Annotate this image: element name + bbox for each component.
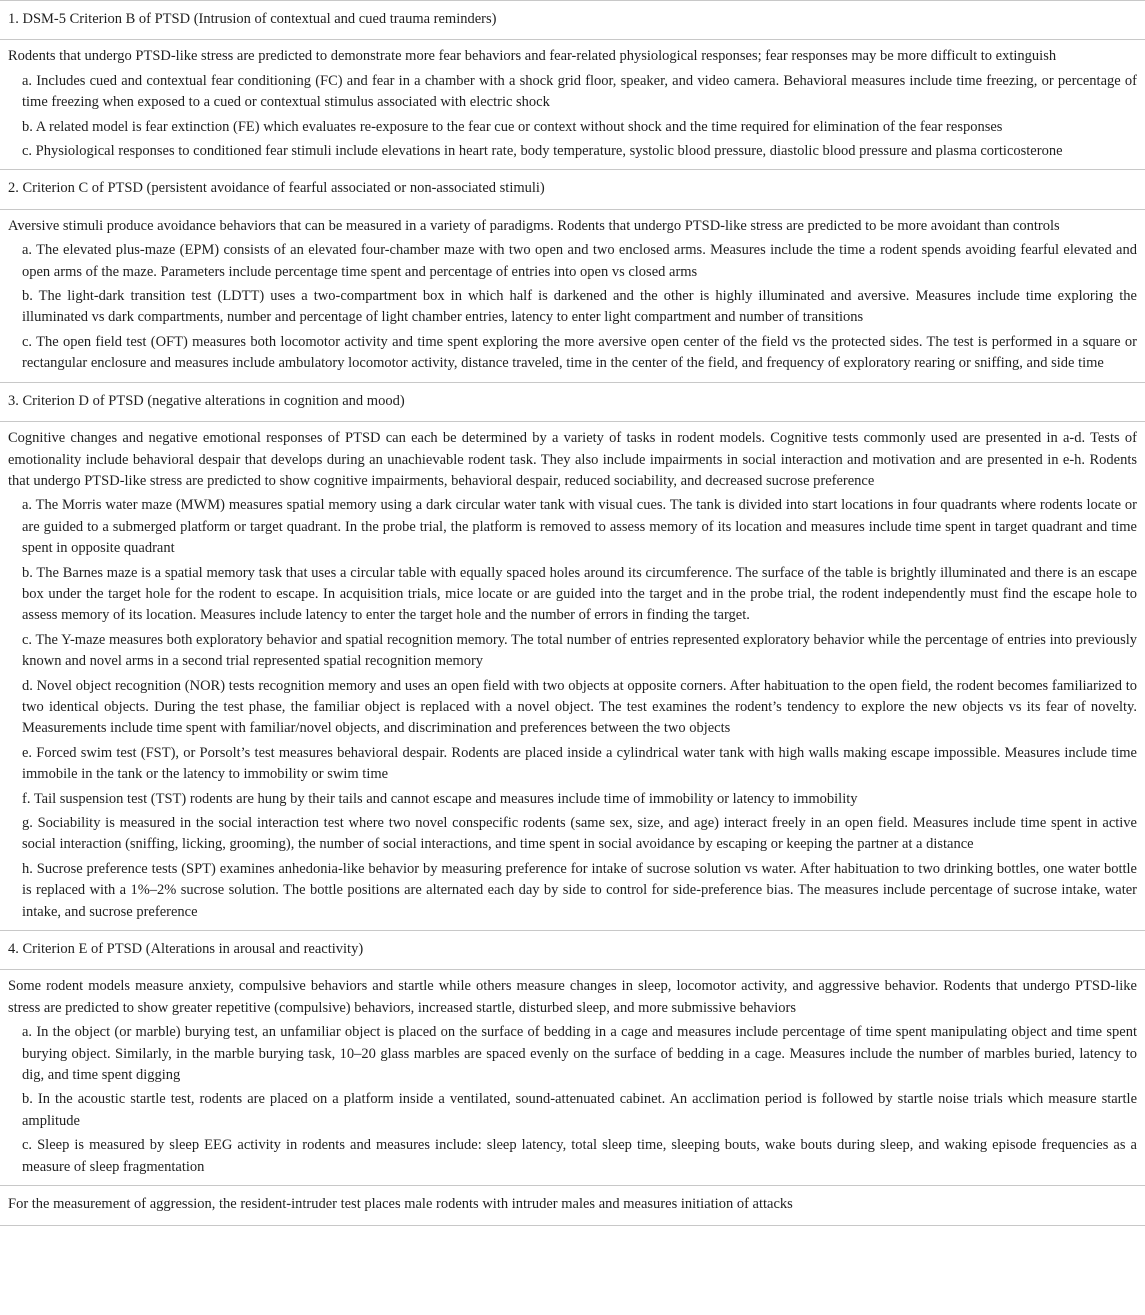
section-1-item-b: b. A related model is fear extinction (FE) which evaluates re-exposure to the fear cue or context without shock and the time required for elimination of the fear responses bbox=[22, 118, 1003, 135]
section-2-item-b: b. The light-dark transition test (LDTT) uses a two-compartment box in which half is darkened and the other is highly illuminated and aversive. Measures include time exploring the illuminated vs dark compartments, number and percentage of light chamber entries, latency to enter light compartment and number of transitions bbox=[22, 288, 1137, 326]
section-1-body-row bbox=[0, 40, 1145, 170]
section-3-intro: Cognitive changes and negative emotional responses of PTSD can each be determined by a variety of tasks in rodent models. Cognitive tests commonly used are presented in a-d. Tests of emotionality include behavioral despair that develops during an unachievable rodent task. They also include impairments in social interaction and motivation and are presented in e-h. Rodents that undergo PTSD-like stress are predicted to show cognitive impairments, behavioral despair, reduced sociability, and decreased sucrose preference bbox=[8, 430, 1137, 489]
section-3-item-a: a. The Morris water maze (MWM) measures spatial memory using a dark circular water tank with visual cues. The tank is divided into start locations in four quadrants where rodents locate or are guided to a submerged platform or target quadrant. In the probe trial, the platform is removed to assess memory of its location and measures include time spent in target quadrant and time spent in opposite quadrant bbox=[22, 497, 1137, 557]
section-2-heading: 2. Criterion C of PTSD (persistent avoidance of fearful associated or non-associated stimuli) bbox=[8, 180, 545, 197]
section-3-heading: 3. Criterion D of PTSD (negative alterations in cognition and mood) bbox=[8, 392, 405, 409]
section-3-body-row bbox=[0, 422, 1145, 931]
section-4-heading-row bbox=[0, 931, 1145, 970]
section-3-item-c: c. The Y-maze measures both exploratory behavior and spatial recognition memory. The total number of entries represented exploratory behavior while the percentage of entries into previously known and novel arms in a second trial represented spatial recognition memory bbox=[22, 631, 1137, 670]
section-3-item-d: d. Novel object recognition (NOR) tests recognition memory and uses an open field with two objects at opposite corners. After habituation to the open field, the rodent becomes familiarized to two identical objects. During the test phase, the familiar object is replaced with a novel object. The test examines the rodent’s tendency to explore the new objects vs its fear of novelty. Measurements include time spent with familiar/novel objects, and discrimination and preferences between the two objects bbox=[22, 677, 1137, 737]
section-2-item-a: a. The elevated plus-maze (EPM) consists of an elevated four-chamber maze with two open and two enclosed arms. Measures include the time a rodent spends avoiding fearful elevated and open arms of the maze. Parameters include percentage time spent and percentage of entries into open vs closed arms bbox=[22, 242, 1137, 280]
section-4-body-row bbox=[0, 970, 1145, 1186]
section-3-item-g: g. Sociability is measured in the social interaction test where two novel conspecific rodents (same sex, size, and age) interact freely in an open field. Measures include time spent in active social interaction (sniffing, licking, grooming), the number of social interactions, and time spent in social avoidance by escaping or keeping the partner at a distance bbox=[22, 815, 1137, 853]
section-1-heading-row bbox=[0, 1, 1145, 40]
section-3-item-f: f. Tail suspension test (TST) rodents are hung by their tails and cannot escape and measures include time of immobility or latency to immobility bbox=[22, 790, 858, 807]
section-1-item-c: c. Physiological responses to conditioned fear stimuli include elevations in heart rate, body temperature, systolic blood pressure, diastolic blood pressure and plasma corticosterone bbox=[22, 143, 1063, 160]
section-4-item-a: a. In the object (or marble) burying test, an unfamiliar object is placed on the surface of bedding in a cage and measures include percentage of time spent manipulating object and time spent burying object. Similarly, in the marble burying task, 10–20 glass marbles are spaced evenly on the surface of bedding in a cage. Measures include the number of marbles buried, latency to dig, and time spent digging bbox=[22, 1024, 1137, 1084]
section-4-item-b: b. In the acoustic startle test, rodents are placed on a platform inside a ventilated, sound-attenuated cabinet. An acclimation period is followed by startle noise trials which measure startle amplitude bbox=[22, 1091, 1137, 1129]
section-2-body-row bbox=[0, 210, 1145, 383]
footer-row bbox=[0, 1186, 1145, 1225]
section-1-intro: Rodents that undergo PTSD-like stress are predicted to demonstrate more fear behaviors and fear-related physiological responses; fear responses may be more difficult to extinguish bbox=[8, 48, 1057, 65]
section-3-item-h: h. Sucrose preference tests (SPT) examines anhedonia-like behavior by measuring preference for intake of sucrose solution vs water. After habituation to two drinking bottles, one water bottle is replaced with a 1%–2% sucrose solution. The bottle positions are alternated each day by side to control for side-preference bias. The measures include percentage of sucrose intake, water intake, and sucrose preference bbox=[22, 860, 1137, 920]
section-3-item-b: b. The Barnes maze is a spatial memory task that uses a circular table with equally spaced holes around its circumference. The surface of the table is brightly illuminated and there is an escape box under the target hole for the rodent to escape. In acquisition trials, mice locate or are guided into the target and in the probe trial, the rodent independently must find the escape hole to assess memory of its location. Measures include latency to enter the target hole and the number of errors in finding the target. bbox=[22, 564, 1137, 624]
section-2-intro: Aversive stimuli produce avoidance behaviors that can be measured in a variety of paradigms. Rodents that undergo PTSD-like stress are predicted to be more avoidant than controls bbox=[8, 217, 1060, 234]
section-4-item-c: c. Sleep is measured by sleep EEG activity in rodents and measures include: sleep latency, total sleep time, sleeping bouts, wake bouts during sleep, and waking episode frequencies as a measure of sleep fragmentation bbox=[22, 1137, 1137, 1175]
section-1-item-a: a. Includes cued and contextual fear conditioning (FC) and fear in a chamber with a shock grid floor, speaker, and video camera. Behavioral measures include time freezing, or percentage of time freezing when exposed to a cued or contextual stimulus associated with electric shock bbox=[22, 72, 1137, 111]
section-3-heading-row bbox=[0, 383, 1145, 422]
section-3-item-e: e. Forced swim test (FST), or Porsolt’s test measures behavioral despair. Rodents are placed inside a cylindrical water tank with high walls making escape impossible. Measures include time immobile in the tank or the latency to immobility or swim time bbox=[22, 744, 1137, 783]
section-2-heading-row bbox=[0, 170, 1145, 209]
footer-text: For the measurement of aggression, the resident-intruder test places male rodents with intruder males and measures initiation of attacks bbox=[8, 1196, 793, 1213]
section-4-intro: Some rodent models measure anxiety, compulsive behaviors and startle while others measure changes in sleep, locomotor activity, and aggressive behavior. Rodents that undergo PTSD-like stress are predicted to show greater repetitive (compulsive) behaviors, increased startle, disturbed sleep, and more submissive behaviors bbox=[8, 978, 1137, 1016]
section-2-item-c: c. The open field test (OFT) measures both locomotor activity and time spent exploring the more aversive open center of the field vs the protected sides. The test is performed in a square or rectangular enclosure and measures include ambulatory locomotor activity, distance traveled, time in the center of the field, and frequency of exploratory rearing or sniffing, and side time bbox=[22, 333, 1137, 372]
section-4-heading: 4. Criterion E of PTSD (Alterations in arousal and reactivity) bbox=[8, 941, 364, 958]
section-1-heading: 1. DSM-5 Criterion B of PTSD (Intrusion of contextual and cued trauma reminders) bbox=[8, 11, 497, 27]
